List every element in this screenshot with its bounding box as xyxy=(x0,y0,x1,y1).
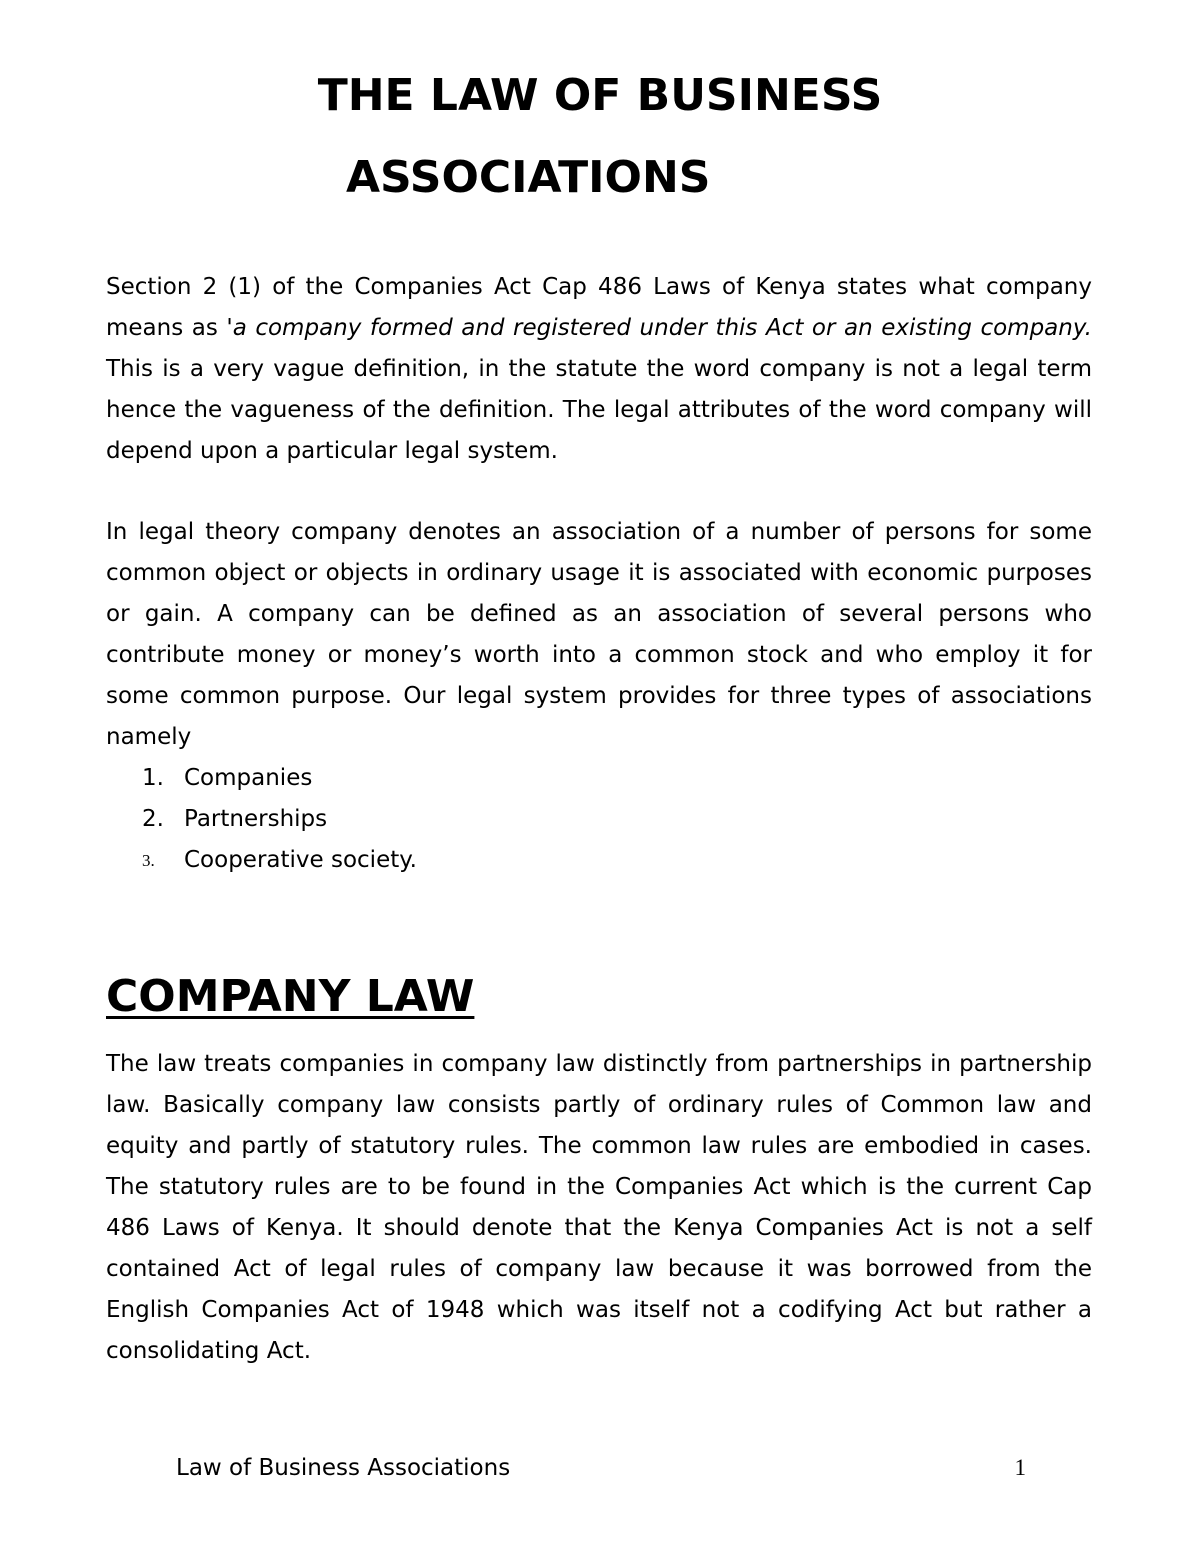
list-item-text: Cooperative society. xyxy=(184,847,417,873)
statutory-quote: a company formed and registered under this Act or an existing company. xyxy=(232,315,1092,341)
list-item xyxy=(106,758,1092,799)
page-footer xyxy=(176,1452,1026,1484)
paragraph-legal-theory: In legal theory company denotes an association of a number of persons for some common object or objects in ordinary usage it is associated with economic purposes or gain. A company can be defined as an association of several persons who contribute money or money’s worth into a common stock and who employ it for some common purpose. Our legal system provides for three types of associations namely xyxy=(106,519,1092,750)
list-item-number: 3. xyxy=(142,851,155,870)
list-item xyxy=(106,840,1092,881)
page-number: 1 xyxy=(1014,1455,1026,1480)
footer-label: Law of Business Associations xyxy=(176,1455,511,1481)
document-title-line-1: THE LAW OF BUSINESS xyxy=(317,70,883,121)
list-item-number: 2. xyxy=(142,806,164,832)
paragraph-definition-tail: This is a very vague definition, in the statute the word company is not a legal term hence the vagueness of the definition. The legal attributes of the word company will depend upon a particular legal system. xyxy=(106,356,1092,464)
list-item xyxy=(106,799,1092,840)
paragraph-definition xyxy=(106,267,1092,472)
paragraph-company-law: The law treats companies in company law distinctly from partnerships in partnership law. Basically company law consists partly of ordinary rules of Common law and equity and partly of statutory rules. The common law rules are embodied in cases. The statutory rules are to be found in the Companies Act which is the current Cap 486 Laws of Kenya. It should denote that the Kenya Companies Act is not a self contained Act of legal rules of company law because it was borrowed from the English Companies Act of 1948 which was itself not a codifying Act but rather a consolidating Act. xyxy=(106,1051,1092,1364)
document-title-line-2: ASSOCIATIONS xyxy=(346,152,711,203)
paragraph-definition-lead: Section 2 (1) of the Companies Act Cap 486 Laws of Kenya states what company means as ' xyxy=(106,274,1092,341)
list-item-text: Partnerships xyxy=(184,806,328,832)
list-item-text: Companies xyxy=(184,765,313,791)
section-heading-company-law: COMPANY LAW xyxy=(106,971,475,1022)
list-item-number: 1. xyxy=(142,765,164,791)
association-types-list xyxy=(106,758,1092,881)
